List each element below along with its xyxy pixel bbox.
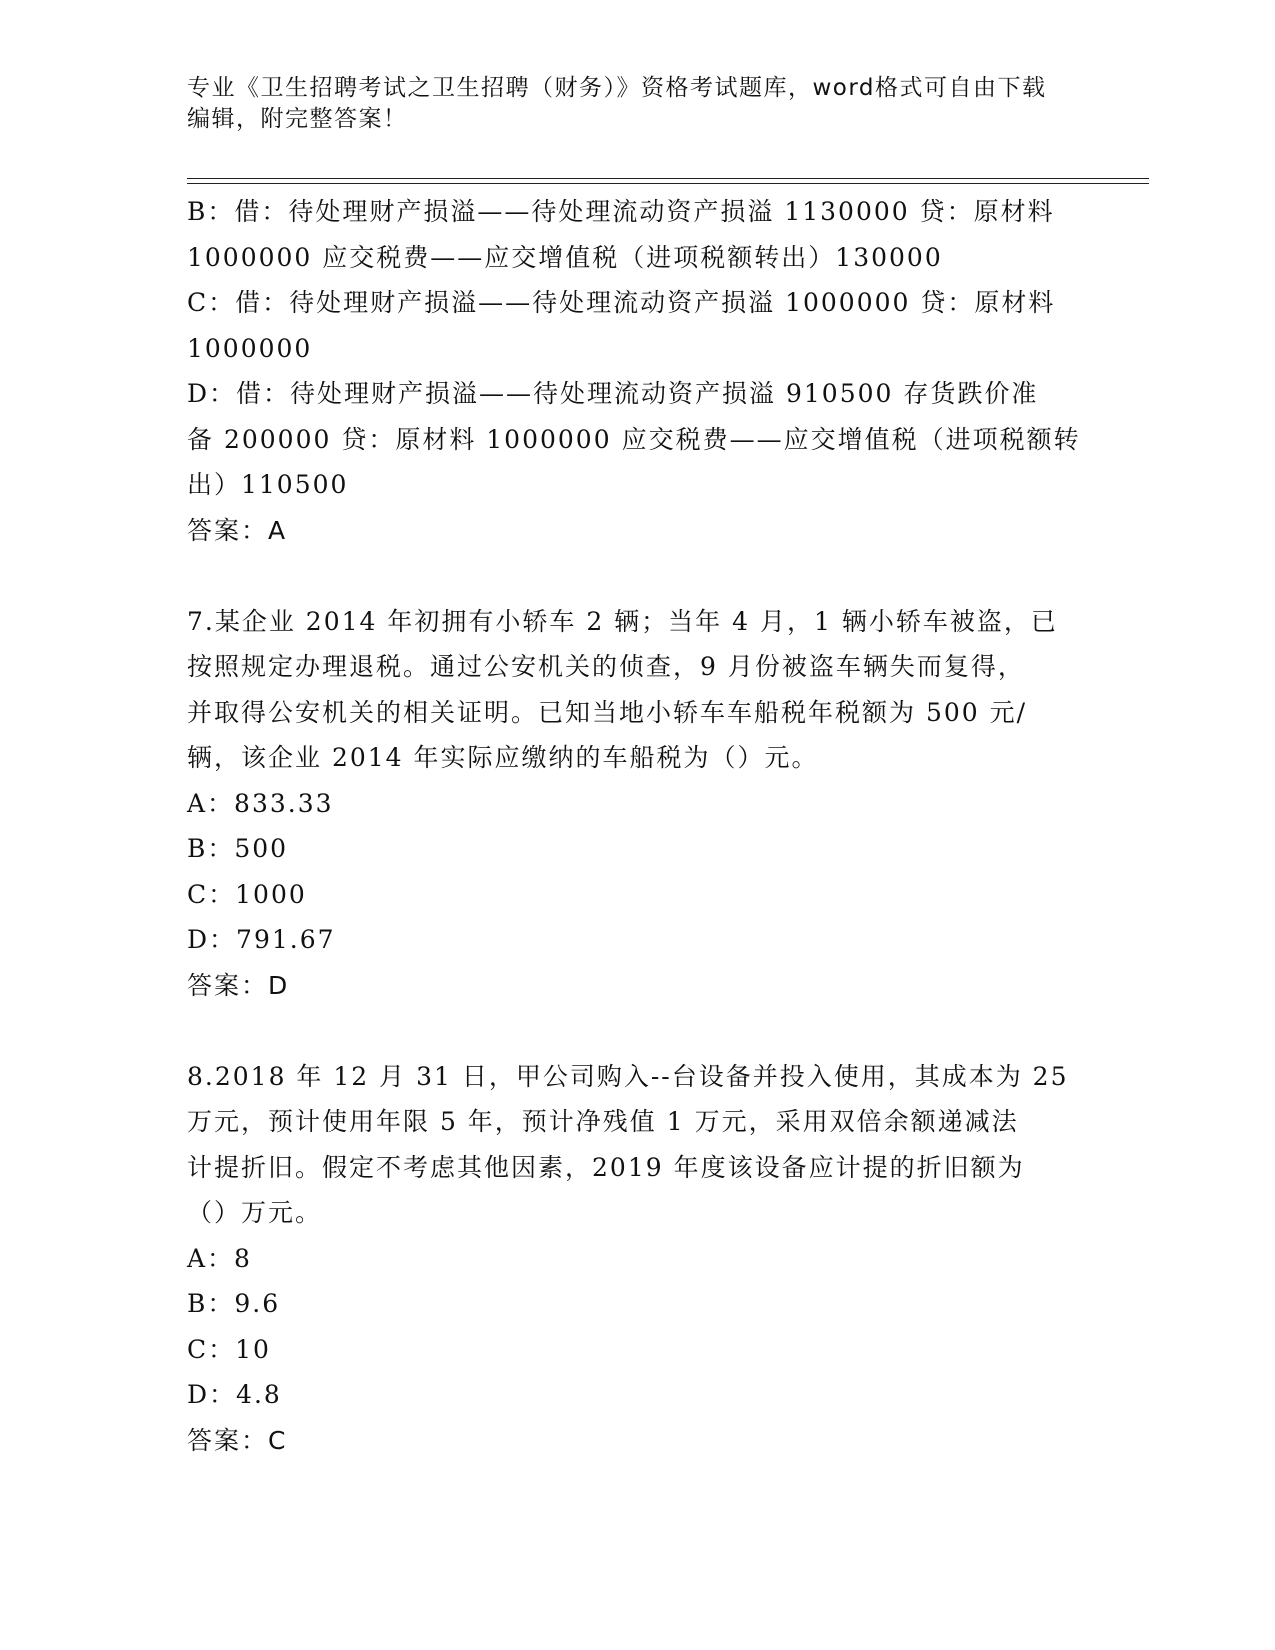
document-header [187,73,1067,135]
header-divider-bottom [187,183,1149,184]
option-b: B：9.6 [187,1289,281,1318]
header-line-1: 专业《卫生招聘考试之卫生招聘（财务）》资格考试题库，word格式可自由下载 [187,75,1047,101]
question-stem-line-3: 并取得公安机关的相关证明。已知当地小轿车车船税年税额为 500 元/ [187,697,1028,727]
question-7 [187,599,1087,1009]
option-c: C：1000 [187,879,307,909]
question-stem-line-3: 计提折旧。假定不考虑其他因素，2019 年度该设备应计提的折旧额为 [187,1152,1025,1182]
question-stem-line-1: 7.某企业 2014 年初拥有小轿车 2 辆；当年 4 月，1 辆小轿车被盗，已 [187,606,1058,636]
option-d-line-3: 出）110500 [187,470,349,499]
spacer [187,553,1087,599]
question-stem-line-2: 万元，预计使用年限 5 年，预计净残值 1 万元，采用双倍余额递减法 [187,1107,1019,1136]
question-8 [187,1054,1087,1464]
option-a: A：833.33 [187,788,334,818]
option-c-line-2: 1000000 [187,333,313,363]
option-a: A：8 [187,1243,252,1273]
option-c-line-1: C：借：待处理财产损溢——待处理流动资产损溢 1000000 贷：原材料 [187,288,1056,317]
header-line-2: 编辑，附完整答案！ [187,106,408,132]
question-stem-line-4: （）万元。 [187,1198,323,1227]
question-stem-line-1: 8.2018 年 12 月 31 日，甲公司购入--台设备并投入使用，其成本为 25 [187,1061,1069,1091]
answer-label: 答案：A [187,515,288,545]
option-d: D：4.8 [187,1380,282,1409]
option-c: C：10 [187,1334,271,1364]
option-d: D：791.67 [187,925,336,954]
spacer [187,1008,1087,1054]
option-d-line-2: 备 200000 贷：原材料 1000000 应交税费——应交增值税（进项税额转 [187,424,1081,454]
option-b-line-2: 1000000 应交税费——应交增值税（进项税额转出）130000 [187,242,943,272]
document-body [187,189,1087,1463]
option-b-line-1: B：借：待处理财产损溢——待处理流动资产损溢 1130000 贷：原材料 [187,197,1055,226]
answer-label: 答案：C [187,1425,288,1455]
question-stem-line-4: 辆，该企业 2014 年实际应缴纳的车船税为（）元。 [187,743,819,772]
header-divider-top [187,178,1149,179]
answer-label: 答案：D [187,970,290,1000]
question-6-tail [187,189,1087,553]
option-d-line-1: D：借：待处理财产损溢——待处理流动资产损溢 910500 存货跌价准 [187,379,1039,408]
option-b: B：500 [187,834,289,863]
question-stem-line-2: 按照规定办理退税。通过公安机关的侦查，9 月份被盗车辆失而复得， [187,652,1025,681]
